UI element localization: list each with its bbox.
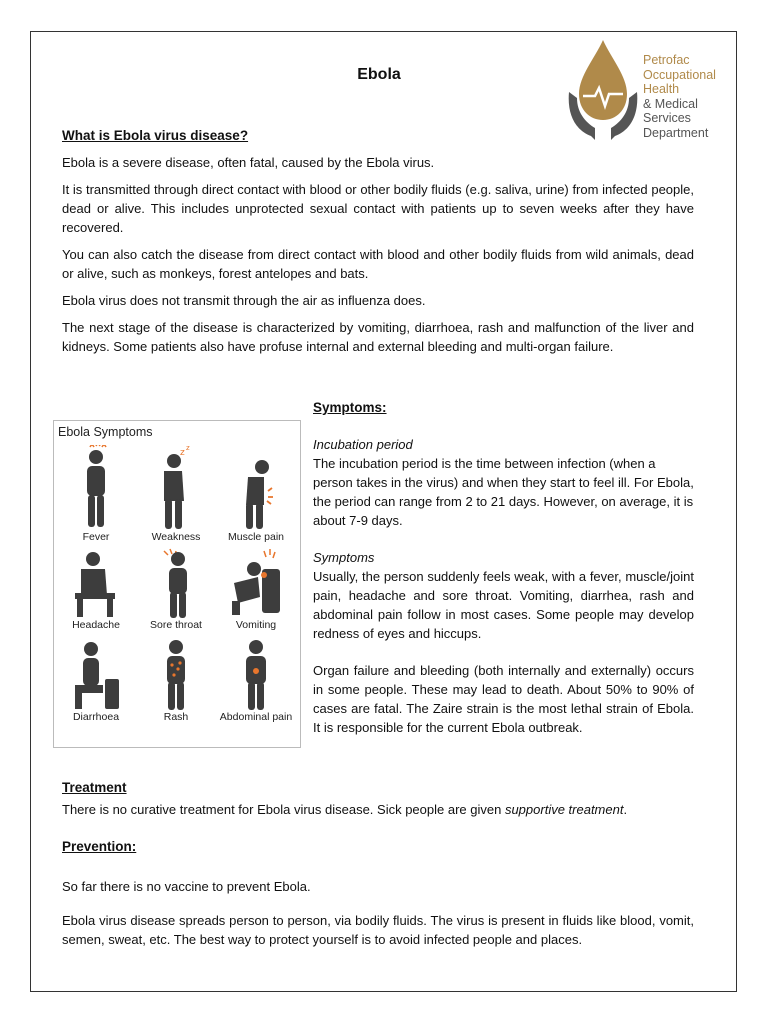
muscle-pain-icon <box>234 445 278 531</box>
prevention-heading: Prevention: <box>62 839 137 854</box>
symptom-vomiting <box>216 547 296 647</box>
logo-line: Services <box>643 111 691 125</box>
vomiting-icon <box>228 547 284 619</box>
symptom-sore-throat <box>136 547 216 647</box>
symptom-headache <box>56 547 136 647</box>
symptom-label: Abdominal pain <box>219 711 293 723</box>
svg-text:z: z <box>186 445 190 452</box>
symptom-diarrhoea <box>56 639 136 739</box>
symptom-label: Sore throat <box>150 619 202 631</box>
intro-paragraph: The next stage of the disease is characterized by vomiting, diarrhoea, rash and malfunction of the liver and kidneys. Some patients also have profuse internal and external bleeding and multi-organ failure. <box>62 320 694 354</box>
symptom-label: Rash <box>163 711 189 723</box>
treatment-heading: Treatment <box>62 780 127 795</box>
intro-paragraph: Ebola is a severe disease, often fatal, caused by the Ebola virus. <box>62 155 435 170</box>
svg-text:z: z <box>180 448 185 458</box>
intro-paragraph: It is transmitted through direct contact with blood or other bodily fluids (e.g. saliva, urine) from infected people, dead or alive. This includes unprotected sexual contact with patients up to seven weeks after they have recovered. <box>62 182 694 235</box>
logo-line: Health <box>643 82 680 96</box>
symptoms-section <box>313 398 694 745</box>
fever-icon <box>76 445 116 531</box>
logo-line: Department <box>643 125 709 140</box>
weakness-icon <box>154 445 198 531</box>
treatment-text-main: There is no curative treatment for Ebola virus disease. Sick people are given <box>62 802 505 817</box>
sore-throat-icon <box>156 547 196 619</box>
symptom-abdominal-pain <box>216 639 296 739</box>
symptom-label: Muscle pain <box>227 531 285 543</box>
intro-paragraph: Ebola virus does not transmit through the air as influenza does. <box>62 293 426 308</box>
symptoms-heading: Symptoms: <box>313 400 387 415</box>
symptom-label: Vomiting <box>235 619 277 631</box>
ebola-symptoms-figure <box>53 420 301 748</box>
treatment-text <box>62 800 694 819</box>
intro-paragraph: You can also catch the disease from direct contact with blood and other bodily fluids from wild animals, dead or alive, such as monkeys, forest antelopes and bats. <box>62 247 694 281</box>
logo-line: Occupational <box>643 67 716 82</box>
symptoms-text: Usually, the person suddenly feels weak, with a fever, muscle/joint pain, headache and sore throat. Vomiting, diarrhea, rash and abdominal pain follow in most cases. Some people may develop redness of eyes and hiccups. <box>313 569 694 641</box>
symptom-rash <box>136 639 216 739</box>
symptom-weakness <box>136 445 216 545</box>
incubation-text: The incubation period is the time between infection (when a person takes in the virus) and when they start to feel ill. For Ebola, the period can range from 2 to 21 days. However, on average, it is about 7-9 days. <box>313 456 694 528</box>
prevention-paragraph: Ebola virus disease spreads person to person, via bodily fluids. The virus is present in fluids like blood, vomit, semen, sweat, etc. The best way to protect yourself is to avoid infected people and places. <box>62 913 694 947</box>
symptom-muscle-pain <box>216 445 296 545</box>
prevention-paragraph: So far there is no vaccine to prevent Ebola. <box>62 879 311 894</box>
logo-line: Petrofac <box>643 53 690 67</box>
logo-line: & Medical <box>643 96 698 111</box>
abdominal-pain-icon <box>236 639 276 711</box>
symptom-label: Headache <box>72 619 120 631</box>
figure-title: Ebola Symptoms <box>58 425 153 439</box>
rash-icon <box>156 639 196 711</box>
treatment-text-end: . <box>623 802 628 817</box>
incubation-subheading: Incubation period <box>313 437 413 452</box>
prevention-section <box>62 837 694 957</box>
symptom-label: Fever <box>82 531 110 543</box>
treatment-section <box>62 778 694 827</box>
symptom-fever <box>56 445 136 545</box>
symptoms-subheading: Symptoms <box>313 550 375 565</box>
diarrhoea-icon <box>69 639 123 711</box>
headache-icon <box>71 547 121 619</box>
intro-section <box>62 126 694 364</box>
intro-heading: What is Ebola virus disease? <box>62 128 249 143</box>
organ-failure-text: Organ failure and bleeding (both internally and externally) occurs in some people. These may lead to death. About 50% to 90% of cases are fatal. The Zaire strain is the most lethal strain of Ebola. It is responsible for the current Ebola outbreak. <box>313 663 694 735</box>
document-title: Ebola <box>357 66 401 83</box>
treatment-text-italic: supportive treatment <box>504 802 624 817</box>
symptom-label: Weakness <box>151 531 201 543</box>
symptom-label: Diarrhoea <box>72 711 120 723</box>
